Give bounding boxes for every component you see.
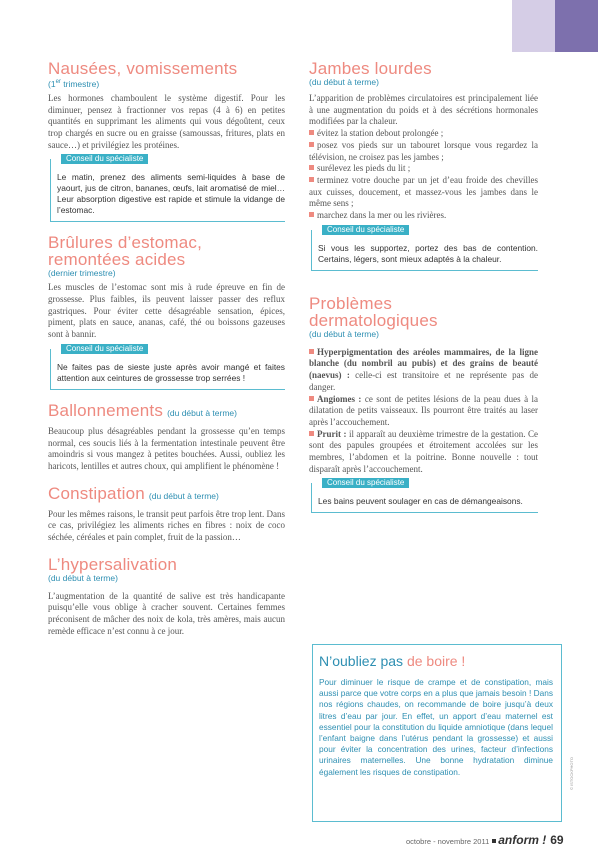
section-text: Prurit : il apparaît au deuxième trimestre de la gestation. Ce sont des papules groupées et étroitement accolées sur les membres, l’abdomen et la poitrine. Bonne nouvelle : tout disparaît après l’accouchement. (309, 428, 538, 474)
bullet-square (309, 212, 314, 217)
boire-title: N’oubliez pas de boire ! (319, 653, 466, 669)
conseil-label: Conseil du spécialiste (61, 344, 148, 354)
section-text: Beaucoup plus désagréables pendant la grossesse qu’en temps normal, ces soucis liés à la fermentation intestinale peuvent être amoindris si vous mangez à petites bouchées. Aussi, oubliez les haricots, lentilles et autres choux, qui amplifient le phénomène ! (48, 425, 285, 471)
conseil-label: Conseil du spécialiste (322, 478, 409, 488)
section-subtitle: (dernier trimestre) (48, 268, 116, 279)
conseil-text: Si vous les supportez, portez des bas de contention. Certains, légers, sont mieux adaptés à la chaleur. (318, 242, 538, 264)
list-item: posez vos pieds sur un tabouret lorsque vous regardez la télévision, ne croisez pas les jambes ; (309, 139, 538, 162)
conseil-text: Le matin, prenez des aliments semi-liquides à base de yaourt, jus de citron, bananes, œufs, lait aromatisé de miel… Leur absorption digestive est rapide et stimule la vidange de l’estomac. (57, 172, 285, 216)
conseil-text: Les bains peuvent soulager en cas de démangeaisons. (318, 496, 523, 507)
corner-block-dark (555, 0, 598, 52)
list-item: surélevez les pieds du lit ; (309, 163, 538, 175)
page-footer (406, 831, 566, 849)
section-subtitle: (du début à terme) (309, 328, 379, 339)
bullet-square (309, 177, 314, 182)
right-column (309, 60, 538, 521)
conseil-box (50, 343, 285, 390)
section-brulures (48, 234, 285, 390)
section-text: Les muscles de l’estomac sont mis à rude épreuve en fin de grossesse. Plus faibles, ils peuvent laisser passer des reflux gastriques. Pour éviter cette désagréable sensation, épices, piment, plats en sauce, ananas, café, thé ou boissons gazeuses sont à bannir. (48, 282, 285, 340)
bullet-square (309, 396, 314, 401)
section-subtitle: (du début à terme) (48, 572, 118, 583)
photo-credit: © ISTOCKPHOTO (569, 756, 574, 790)
section-jambes (309, 60, 538, 271)
conseil-label: Conseil du spécialiste (322, 225, 409, 235)
section-title: Nausées, vomissements (48, 59, 238, 78)
conseil-label: Conseil du spécialiste (61, 154, 148, 164)
section-text: Les hormones chamboulent le système digestif. Pour les diminuer, pensez à fractionner vos repas (4 à 6) en petites quantités en supprimant les aliments qui vous dégoûtent, ceux trop chargés en sucre ou en graisse (samoussas, fritures, plats en sauce…) et privilégiez les protéines. (48, 92, 285, 150)
section-title: Jambes lourdes (309, 59, 432, 78)
section-hypersalivation (48, 556, 285, 638)
bullet-square (309, 431, 314, 436)
section-subtitle: (du début à terme) (148, 490, 219, 501)
section-constipation (48, 485, 285, 544)
section-nausees (48, 60, 285, 222)
section-text: Hyperpigmentation des aréoles mammaires, de la ligne blanche (du nombril au pubis) et des grains de beauté (naevus) : celle-ci est transitoire et ne représente pas de danger. (309, 346, 538, 392)
conseil-box (311, 478, 538, 513)
section-title: Brûlures d’estomac, remontées acides (48, 233, 203, 270)
bullet-square (309, 165, 314, 170)
section-title: L’hypersalivation (48, 554, 178, 574)
section-title: Problèmes dermatologiques (309, 293, 438, 330)
list-item: évitez la station debout prolongée ; (309, 128, 538, 140)
section-subtitle: (1er trimestre) (48, 78, 100, 89)
section-subtitle: (du début à terme) (167, 407, 237, 418)
bullet-square (309, 130, 314, 135)
list-item: terminez votre douche par un jet d’eau froide des chevilles aux cuisses, doucement, et massez-vous les jambes dans le même sens ; (309, 174, 538, 209)
section-title: Ballonnements (du début à terme) (48, 400, 237, 420)
section-dermato (309, 295, 538, 514)
conseil-box (311, 224, 538, 271)
section-text: Angiomes : ce sont de petites lésions de la peau dues à la dilatation de petits vaisseaux. Ils pourront être traités au laser après l’accouchement. (309, 393, 538, 427)
conseil-box (50, 154, 285, 222)
boire-box (312, 644, 562, 822)
list-item: marchez dans la mer ou les rivières. (309, 210, 538, 222)
section-title: Constipation (du début à terme) (48, 483, 219, 503)
section-ballonnements (48, 402, 285, 473)
section-subtitle: (du début à terme) (309, 77, 379, 87)
left-column (48, 60, 285, 646)
section-text: L’apparition de problèmes circulatoires est principalement liée à une augmentation du poids et à des sécrétions hormonales modifiées par la chaleur. (309, 93, 538, 127)
corner-block-light (512, 0, 555, 52)
bullet-square (309, 142, 314, 147)
separator-square (492, 839, 496, 843)
boire-text: Pour diminuer le risque de crampe et de constipation, mais aussi parce que votre corps en a plus que jamais besoin ! Dans nos régions chaudes, on recommande de boire jusqu’à deux litres d’eau par jour. En effet, un apport d’eau maternel est essentiel pour la constitution du liquide amniotique (dans lequel l’enfant baigne dans l’utérus pendant la grossesse) et aussi pour éviter la concentration des urines, facteur d’infections urinaires maternelles. Une bonne hydratation diminue également les risques de constipation. (319, 677, 553, 777)
conseil-text: Ne faites pas de sieste juste après avoir mangé et faites attention aux ceintures de grossesse trop serrées ! (57, 361, 285, 383)
section-text: Pour les mêmes raisons, le transit peut parfois être trop lent. Dans ce cas, privilégiez les aliments riches en fibres : noix de coco séchée, céréales et pain complet, fruit de la passion… (48, 508, 285, 543)
section-text: L’augmentation de la quantité de salive est très handicapante puisqu’elle vous oblige à cracher souvent. Certaines femmes préconisent de mâcher des noix de kola, très amères, mais aucun remède efficace n’est connu à ce jour. (48, 590, 285, 636)
magazine-brand: anform ! (498, 833, 547, 847)
page-number: 69 (550, 833, 564, 847)
bullet-square (309, 349, 314, 354)
issue-date: octobre - novembre 2011 (406, 837, 490, 846)
